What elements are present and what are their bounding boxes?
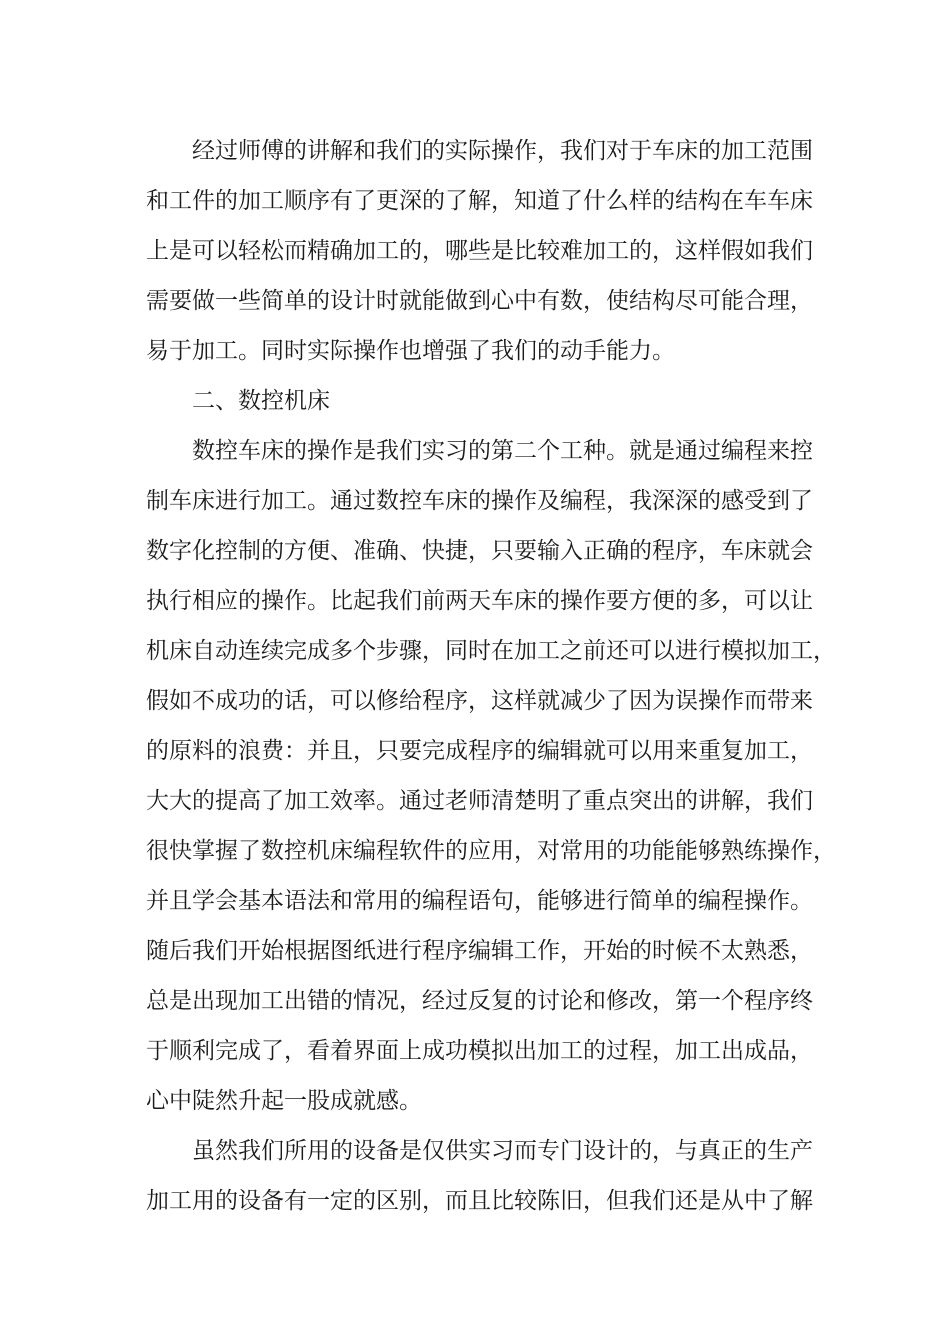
section-heading: 二、数控机床: [192, 388, 330, 414]
text-line: 很快掌握了数控机床编程软件的应用，对常用的功能能够熟练操作，: [146, 838, 836, 864]
paragraph-lathe-summary: [146, 126, 826, 376]
text-line: 上是可以轻松而精确加工的，哪些是比较难加工的，这样假如我们: [146, 238, 813, 264]
text-line: 假如不成功的话，可以修给程序，这样就减少了因为误操作而带来: [146, 688, 813, 714]
text-line: 于顺利完成了，看着界面上成功模拟出加工的过程，加工出成品，: [146, 1038, 813, 1064]
text-line: 心中陡然升起一股成就感。: [146, 1088, 422, 1114]
text-line: 需要做一些简单的设计时就能做到心中有数，使结构尽可能合理，: [146, 288, 813, 314]
paragraph-equipment: [146, 1126, 826, 1226]
text-line: 数控车床的操作是我们实习的第二个工种。就是通过编程来控: [192, 438, 813, 464]
text-line: 易于加工。同时实际操作也增强了我们的动手能力。: [146, 338, 675, 364]
text-line: 虽然我们所用的设备是仅供实习而专门设计的，与真正的生产: [192, 1138, 813, 1164]
text-line: 加工用的设备有一定的区别，而且比较陈旧，但我们还是从中了解: [146, 1188, 813, 1214]
paragraph-cnc-lathe: [146, 426, 836, 1126]
text-line: 的原料的浪费：并且，只要完成程序的编辑就可以用来重复加工，: [146, 738, 813, 764]
text-line: 和工件的加工顺序有了更深的了解，知道了什么样的结构在车车床: [146, 188, 813, 214]
section-heading-cnc: [146, 376, 826, 426]
text-line: 数字化控制的方便、准确、快捷，只要输入正确的程序，车床就会: [146, 538, 813, 564]
text-line: 经过师傅的讲解和我们的实际操作，我们对于车床的加工范围: [192, 138, 813, 164]
text-line: 随后我们开始根据图纸进行程序编辑工作，开始的时候不太熟悉，: [146, 938, 813, 964]
text-line: 并且学会基本语法和常用的编程语句，能够进行简单的编程操作。: [146, 888, 813, 914]
text-line: 总是出现加工出错的情况，经过反复的讨论和修改，第一个程序终: [146, 988, 813, 1014]
text-line: 大大的提高了加工效率。通过老师清楚明了重点突出的讲解，我们: [146, 788, 813, 814]
text-line: 执行相应的操作。比起我们前两天车床的操作要方便的多，可以让: [146, 588, 813, 614]
text-line: 制车床进行加工。通过数控车床的操作及编程，我深深的感受到了: [146, 488, 813, 514]
text-line: 机床自动连续完成多个步骤，同时在加工之前还可以进行模拟加工，: [146, 638, 836, 664]
document-body: [146, 126, 836, 1226]
